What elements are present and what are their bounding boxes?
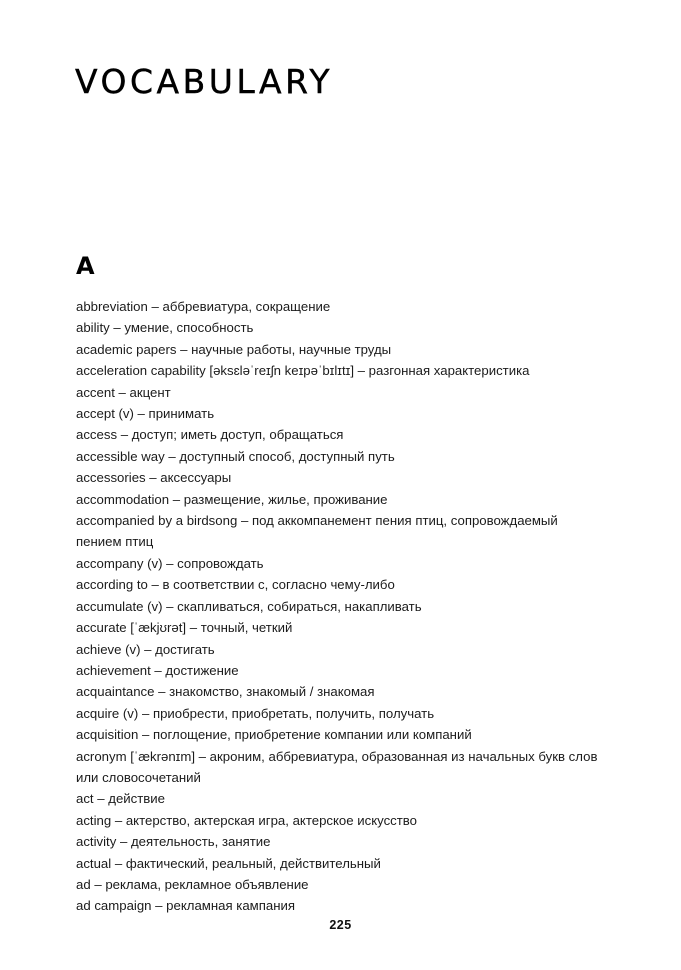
vocabulary-entry: accent – акцент — [76, 384, 171, 400]
vocabulary-entry: acting – актерство, актерская игра, актерское искусство — [76, 812, 417, 828]
vocabulary-entry: accumulate (v) – скапливаться, собираться, накапливать — [76, 598, 422, 614]
vocabulary-entry: ad campaign – рекламная кампания — [76, 898, 296, 914]
vocabulary-entry: accommodation – размещение, жилье, проживание — [76, 491, 388, 507]
vocabulary-entry: acronym [ˈækrənɪm] – акроним, аббревиатура, образованная из начальных букв слов или словосочетаний — [76, 748, 598, 785]
vocabulary-entry: accompanied by a birdsong – под аккомпанемент пения птиц, сопровождаемый пением птиц — [76, 513, 558, 550]
vocabulary-entry: acceleration capability [əksɛləˈreɪʃn keɪpəˈbɪlɪtɪ] – разгонная характеристика — [76, 363, 530, 379]
vocabulary-entry: accept (v) – принимать — [76, 406, 215, 422]
vocabulary-entry: according to – в соответствии с, согласно чему-либо — [76, 577, 395, 593]
vocabulary-entry: access – доступ; иметь доступ, обращаться — [76, 427, 344, 443]
vocabulary-entry: ability – умение, способность — [76, 320, 254, 336]
vocabulary-entry: achieve (v) – достигать — [76, 641, 215, 657]
letter-section-heading: A — [76, 252, 95, 280]
vocabulary-entry: abbreviation – аббревиатура, сокращение — [76, 299, 331, 314]
vocabulary-entry: accessible way – доступный способ, доступный путь — [76, 448, 395, 464]
page-number: 225 — [329, 918, 352, 932]
vocabulary-entry: ad – реклама, рекламное объявление — [76, 876, 309, 892]
vocabulary-entry: acquire (v) – приобрести, приобретать, получить, получать — [76, 705, 435, 721]
vocabulary-entry: acquaintance – знакомство, знакомый / знакомая — [76, 684, 375, 700]
vocabulary-entry: act – действие — [76, 791, 165, 807]
vocabulary-entry: acquisition – поглощение, приобретение компании или компаний — [76, 727, 472, 743]
vocabulary-entry: accompany (v) – сопровождать — [76, 555, 264, 571]
vocabulary-entry: academic papers – научные работы, научные труды — [76, 341, 392, 357]
vocabulary-entry: achievement – достижение — [76, 662, 239, 678]
page-title: VOCABULARY — [75, 62, 334, 101]
vocabulary-entry: actual – фактический, реальный, действительный — [76, 855, 381, 871]
vocabulary-entry: accurate [ˈækjʊrət] – точный, четкий — [76, 620, 293, 636]
vocabulary-entry-list — [76, 296, 606, 917]
vocabulary-entry: activity – деятельность, занятие — [76, 834, 271, 850]
vocabulary-entry: accessories – аксессуары — [76, 470, 232, 486]
